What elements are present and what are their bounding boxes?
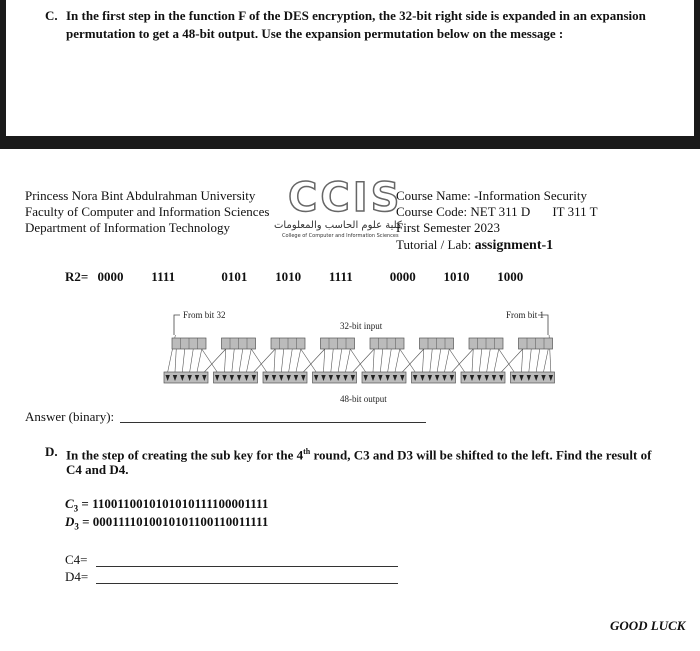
connection-line [274,349,275,372]
diagram-from-bit-1: From bit 1 [506,310,545,320]
connection-line [197,349,202,372]
connection-line [423,349,424,372]
connection-line [472,349,473,372]
connection-line [346,349,351,372]
connection-line [522,349,523,372]
c4-label: C4= [65,552,88,567]
question-d-letter: D. [45,444,58,459]
connection-line [388,349,392,372]
connection-line [225,349,226,372]
question-d-text-a: In the step of creating the sub key for the 4 [66,447,304,463]
r2-row [65,269,523,285]
question-c-letter: C. [45,8,58,23]
d3-var: D [65,514,75,529]
course-code-alt: IT 311 T [552,204,598,219]
connection-line [296,349,301,372]
c3-row [65,496,268,514]
connection-line [281,349,283,372]
answer-label: Answer (binary): [25,409,115,424]
connection-line [232,349,234,372]
tutorial-label: Tutorial / Lab: [396,237,472,252]
connection-line [395,349,400,372]
connection-line [544,349,549,372]
question-d-line-2: C4 and D4. [66,462,129,477]
connection-line [479,349,481,372]
connection-line [331,349,333,372]
connection-line [338,349,342,372]
expansion-permutation-diagram [150,305,565,408]
answer-blank-line[interactable] [120,422,426,423]
diagram-output-label: 48-bit output [340,394,387,404]
semester: First Semester 2023 [396,220,500,235]
course-code: Course Code: NET 311 D [396,204,531,219]
connection-line [529,349,531,372]
c3-value: = 1100110010101010111100001111 [78,496,269,511]
diagram-input-blocks [172,338,553,349]
diagram-input-label: 32-bit input [340,321,383,331]
tutorial-value: assignment-1 [474,238,554,253]
university-name: Princess Nora Bint Abdulrahman University [25,188,256,203]
diagram-from-bit-32: From bit 32 [183,310,226,320]
output-block [461,372,505,383]
question-d-sup: th [303,447,311,456]
connection-line [430,349,432,372]
institution-block [25,188,269,236]
question-c-line-1: In the first step in the function F of the DES encryption, the 32-bit right side is expanded in an expansion [66,8,646,23]
connection-line [373,349,374,372]
course-code-row [396,204,598,220]
good-luck: GOOD LUCK [610,618,686,633]
c4-blank-line[interactable] [96,566,398,567]
output-block [313,372,357,383]
logo-english-text: College of Computer and Information Sciences [282,233,399,239]
c3-sub: 3 [73,503,79,514]
connection-line [175,349,176,372]
output-block [511,372,555,383]
output-block [214,372,258,383]
ccis-logo: CCIS [288,175,403,221]
course-info-block [396,188,598,254]
d3-value: = 0001111010010101100110011111 [78,514,269,529]
panel-border-left [0,0,6,140]
d4-label: D4= [65,569,89,584]
connection-line [380,349,382,372]
question-d-text-b: round, C3 and D3 will be shifted to the left. Find the result of [310,447,652,463]
r2-bits: 0000 1111 0101 1010 1111 0000 1010 1000 [97,269,524,284]
d3-row [65,514,268,532]
logo-arabic-text: كلية علوم الحاسب والمعلومات [274,220,402,231]
question-c-line-2: permutation to get a 48-bit output. Use the expansion permutation below on the message : [66,26,564,41]
from-bit-32-bracket [174,315,180,335]
connection-line [247,349,252,372]
course-name: Course Name: -Information Security [396,188,587,203]
connection-line [324,349,325,372]
d3-sub: 3 [74,521,79,532]
panel-border-right [694,0,700,140]
connection-line [445,349,450,372]
connection-line [289,349,293,372]
tutorial-row [396,237,598,254]
connection-line [437,349,441,372]
connection-line [239,349,243,372]
c3-var: C [65,496,74,511]
connection-line [536,349,540,372]
connection-line [190,349,194,372]
d4-blank-line[interactable] [96,583,398,584]
r2-label: R2= [65,269,89,284]
connection-line [494,349,499,372]
connection-line [182,349,184,372]
output-block [412,372,456,383]
output-block [164,372,208,383]
faculty-name: Faculty of Computer and Information Sciences [25,204,270,219]
diagram-output-blocks [164,372,555,383]
question-d-line-1 [66,443,691,464]
section-divider [0,136,700,149]
connection-line [487,349,491,372]
output-block [263,372,307,383]
department-name: Department of Information Technology [25,220,230,235]
output-block [362,372,406,383]
